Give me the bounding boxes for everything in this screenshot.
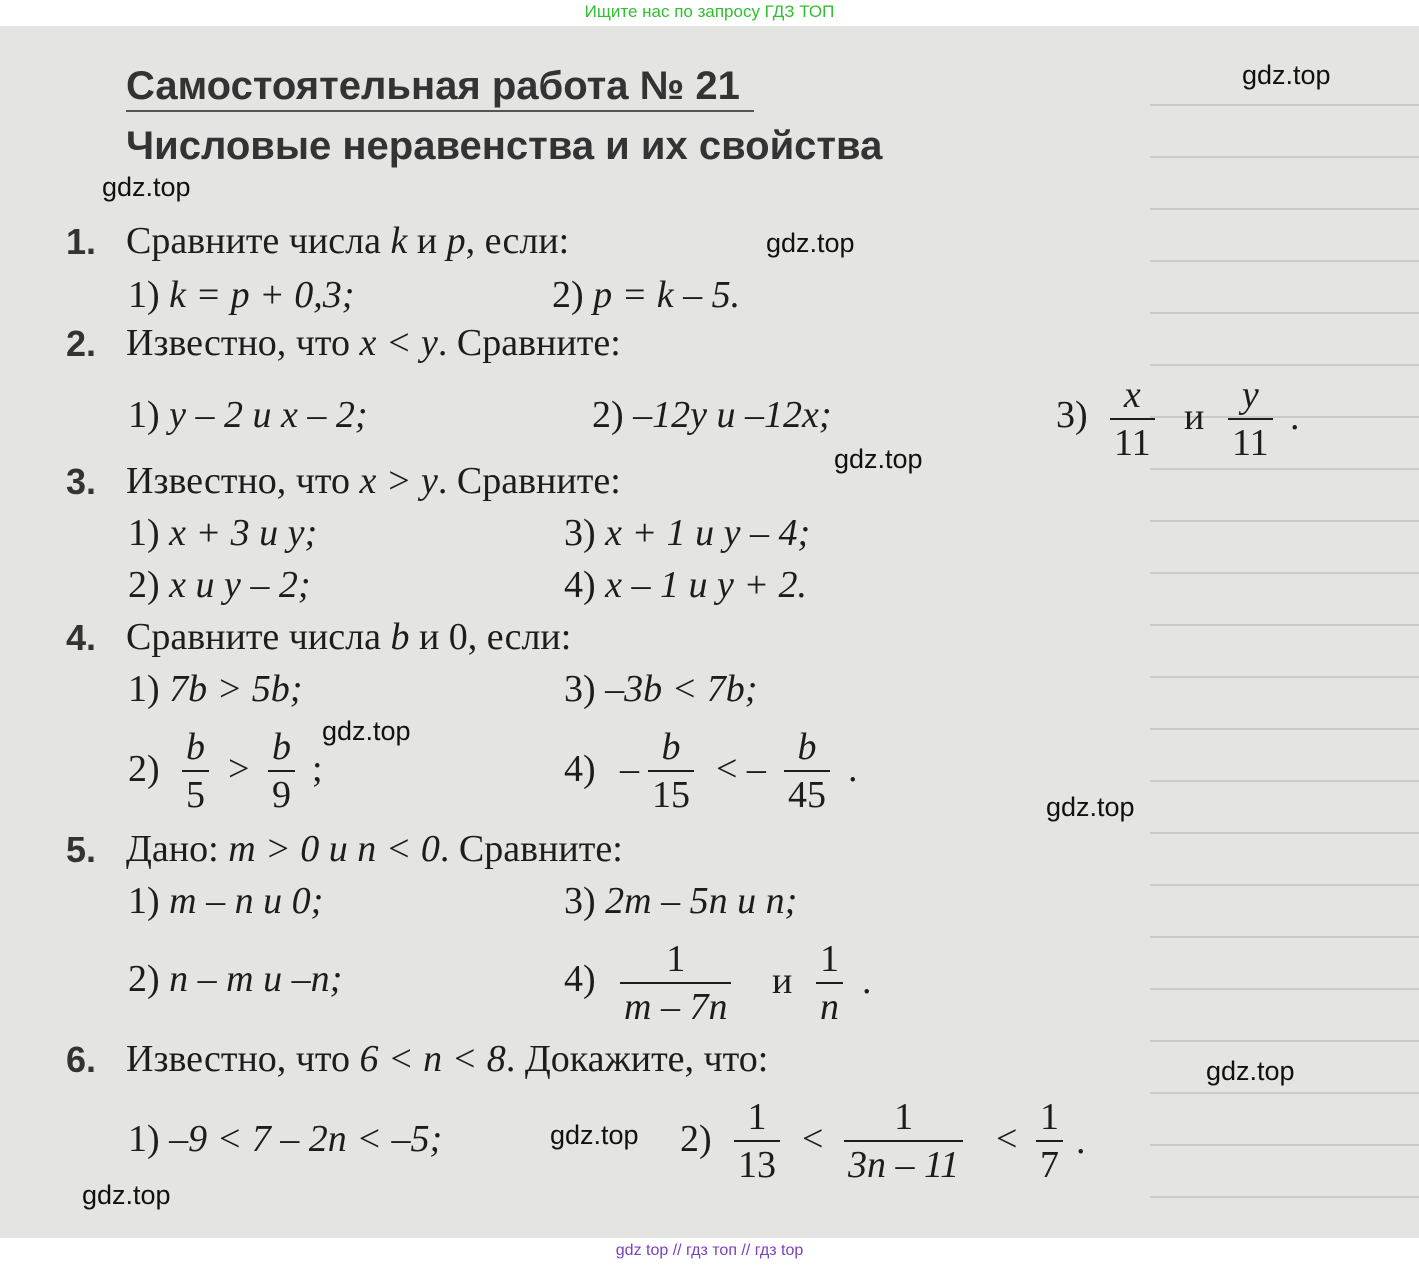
task-5-item-2: 2) n – m и –n; [128,958,343,1000]
task-4-item-3: 3) –3b < 7b; [564,668,758,710]
task-6-item-2-fraction-1: $\frac{1}{13}$ [734,1098,780,1184]
task-4-item-2-semicolon: ; [312,748,323,790]
task-3-statement: Известно, что x > y. Сравните: [126,460,621,502]
task-1-number: 1. [66,221,97,262]
task-6-item-2-period: . [1076,1120,1086,1162]
task-6-number: 6. [66,1039,97,1080]
bleed-through-text [1150,66,1419,1226]
task-5-item-4-and: и [772,960,793,1002]
task-4-item-1: 1) 7b > 5b; [128,668,303,710]
task-4-item-2-fraction-2: $\frac{b}{9}$ [268,728,295,814]
task-2-item-3-fraction-1: $\frac{x}{11}$ [1110,376,1155,462]
task-2-item-3-period: . [1290,396,1300,438]
task-4-item-4-fraction-1: $\frac{b}{15}$ [648,728,694,814]
page-title: Самостоятельная работа № 21 [126,64,740,108]
task-4-item-2-operator: > [228,748,250,790]
task-2-item-3-and: и [1184,396,1205,438]
task-3-item-3: 3) x + 1 и y – 4; [564,512,811,554]
task-6-item-1: 1) –9 < 7 – 2n < –5; [128,1118,443,1160]
task-2-item-3-fraction-2: $\frac{y}{11}$ [1228,376,1273,462]
task-5-item-4-period: . [862,960,872,1002]
task-5-statement: Дано: m > 0 и n < 0. Сравните: [126,828,623,870]
watermark: gdz.top [1242,60,1331,90]
task-3-item-2: 2) x и y – 2; [128,564,311,606]
task-5-item-4-fraction-1: $\frac{1}{m - 7n}$ [620,940,731,1026]
task-6-item-2-fraction-2: $\frac{1}{3n - 11}$ [844,1098,963,1184]
task-5-item-4-fraction-2: $\frac{1}{n}$ [816,940,843,1026]
watermark: gdz.top [1046,792,1135,822]
task-2-number: 2. [66,323,97,364]
bottom-banner[interactable]: gdz top // гдз топ // гдз top [615,1242,804,1259]
task-4-item-4-fraction-2: $\frac{b}{45}$ [784,728,830,814]
task-5-number: 5. [66,829,97,870]
watermark: gdz.top [82,1180,171,1210]
top-banner[interactable]: Ищите нас по запросу ГДЗ ТОП [584,2,835,21]
watermark: gdz.top [766,228,855,258]
watermark: gdz.top [102,172,191,202]
watermark: gdz.top [322,716,411,746]
task-4-item-4-minus: – [620,748,639,790]
task-1-item-1: 1) k = p + 0,3; [128,274,355,316]
task-2-item-1: 1) y – 2 и x – 2; [128,394,368,436]
task-4-item-4-period: . [848,748,858,790]
title-underline [126,110,754,112]
task-1-item-2: 2) p = k – 5. [552,274,741,316]
task-5-item-1: 1) m – n и 0; [128,880,324,922]
watermark: gdz.top [1206,1056,1295,1086]
task-6-item-2-operator-2: < [996,1118,1018,1160]
task-4-item-4-operator: < – [716,748,766,790]
task-2-item-3-label: 3) [1056,394,1088,436]
task-4-item-2-fraction-1: $\frac{b}{5}$ [182,728,209,814]
task-6-item-2-label: 2) [680,1118,712,1160]
task-6-statement: Известно, что 6 < n < 8. Докажите, что: [126,1038,769,1080]
task-4-item-4-label: 4) [564,748,596,790]
task-3-item-1: 1) x + 3 и y; [128,512,318,554]
task-4-item-2-label: 2) [128,748,160,790]
task-2-statement: Известно, что x < y. Сравните: [126,322,621,364]
task-4-number: 4. [66,617,97,658]
task-1-statement: Сравните числа k и p, если: [126,220,570,262]
page-subtitle: Числовые неравенства и их свойства [126,124,883,168]
textbook-page-scan [0,26,1419,1238]
task-6-item-2-fraction-3: $\frac{1}{7}$ [1036,1098,1063,1184]
watermark: gdz.top [550,1120,639,1150]
task-4-statement: Сравните числа b и 0, если: [126,616,572,658]
task-3-number: 3. [66,461,97,502]
task-5-item-3: 3) 2m – 5n и n; [564,880,798,922]
task-2-item-2: 2) –12y и –12x; [592,394,832,436]
task-5-item-4-label: 4) [564,958,596,1000]
task-3-item-4: 4) x – 1 и y + 2. [564,564,808,606]
task-6-item-2-operator-1: < [802,1118,824,1160]
watermark: gdz.top [834,444,923,474]
